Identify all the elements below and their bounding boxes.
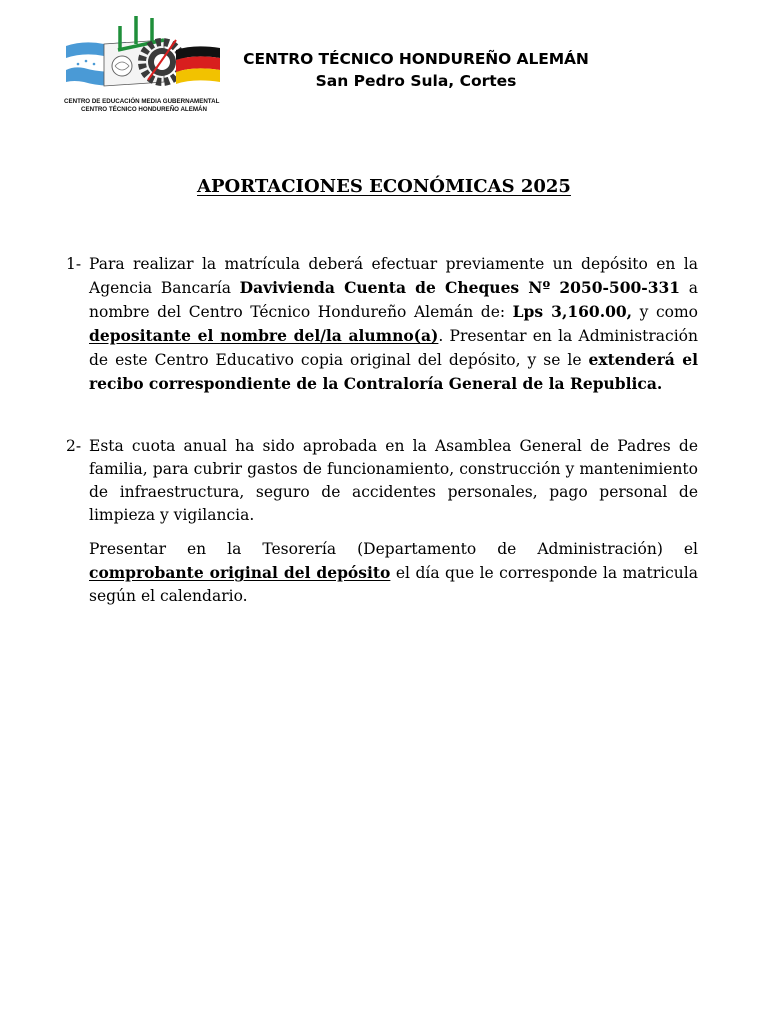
logo-emblem xyxy=(64,14,224,98)
list-item-body xyxy=(89,253,698,396)
depositor-instruction: depositante el nombre del/la alumno(a) xyxy=(89,326,439,345)
item1-text-4: . Presentar en la Administración de este Centro Educativo copia original del depósito, y se le xyxy=(89,327,698,369)
document-title-text: APORTACIONES ECONÓMICAS 2025 xyxy=(197,176,571,197)
institution-logo xyxy=(64,14,224,114)
list-item-number: 2- xyxy=(66,437,82,455)
document-title xyxy=(0,176,768,197)
item1-text-1: Para realizar la matrícula deberá efectuar previamente un depósito en la Agencia Bancaría xyxy=(89,255,698,297)
receipt-note: extenderá el recibo correspondiente de la Contraloría General de la Republica. xyxy=(89,350,698,393)
bank-account: Davivienda Cuenta de Cheques Nº 2050-500-331 xyxy=(239,278,681,297)
list-item-body: Esta cuota anual ha sido aprobada en la Asamblea General de Padres de familia, para cubrir gastos de funcionamiento, construcción y mantenimiento de infraestructura, seguro de accidentes personales, pago personal de limpieza y vigilancia. xyxy=(89,437,698,524)
list-item-number: 1- xyxy=(66,255,82,273)
item1-text-2: a nombre del Centro Técnico Hondureño Alemán de: xyxy=(89,279,698,321)
para3-text-1: Presentar en la Tesorería (Departamento de Administración) el xyxy=(89,540,698,558)
para3-text-2: el día que le corresponde la matricula según el calendario. xyxy=(89,564,698,605)
logo-caption-line2: CENTRO TÉCNICO HONDUREÑO ALEMÁN xyxy=(81,105,207,113)
deposit-proof: comprobante original del depósito xyxy=(89,563,391,582)
institution-name: CENTRO TÉCNICO HONDUREÑO ALEMÁN xyxy=(243,50,589,68)
logo-caption-line1: CENTRO DE EDUCACIÓN MEDIA GUBERNAMENTAL xyxy=(64,98,220,105)
germany-flag-icon xyxy=(176,46,220,84)
item1-text-3: y como xyxy=(632,303,698,321)
document-header xyxy=(226,48,606,93)
logo-caption xyxy=(64,98,224,113)
list-item-2 xyxy=(66,435,698,527)
amount: Lps 3,160.00, xyxy=(512,302,633,321)
list-item-1 xyxy=(66,253,698,396)
institution-location: San Pedro Sula, Cortes xyxy=(315,72,517,90)
treasury-paragraph xyxy=(89,538,698,608)
